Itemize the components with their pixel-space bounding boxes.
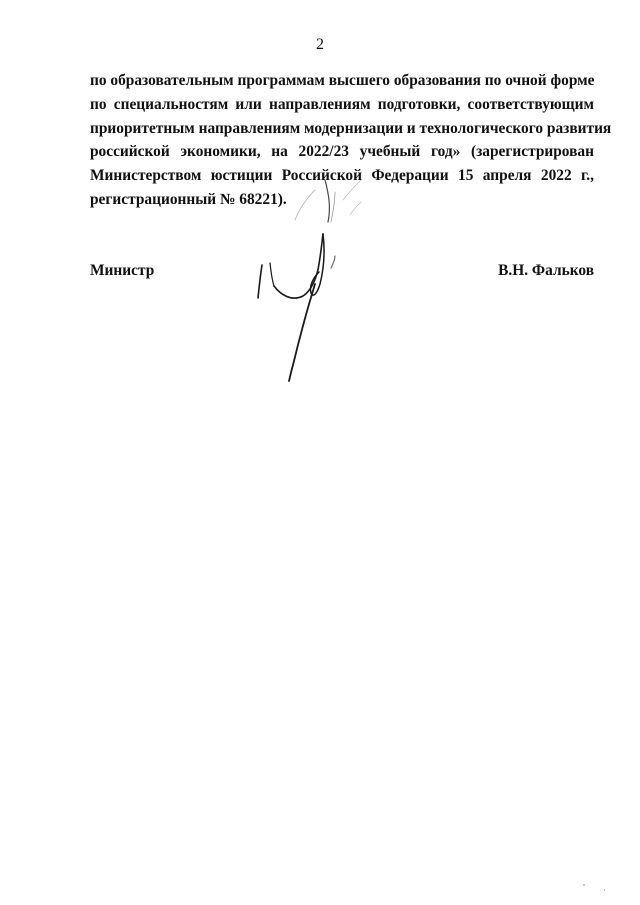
signature-row: [90, 262, 594, 284]
body-line: Министерством юстиции Российской Федерации 15 апреля 2022 г.,: [90, 167, 594, 185]
scan-speck: [583, 884, 585, 886]
body-line: по образовательным программам высшего образования по очной форме: [90, 72, 595, 89]
scan-speck: [604, 889, 605, 891]
body-line: по специальностям или направлениям подготовки, соответствующим: [90, 95, 594, 113]
body-line: регистрационный № 68221).: [90, 190, 287, 208]
body-line: приоритетным направлениям модернизации и технологического развития: [90, 119, 612, 137]
signatory-name: В.Н. Фальков: [498, 262, 594, 279]
body-line: российской экономики, на 2022/23 учебный год» (зарегистрирован: [90, 143, 594, 161]
signatory-title: Министр: [90, 262, 155, 279]
page-number: 2: [316, 36, 324, 53]
